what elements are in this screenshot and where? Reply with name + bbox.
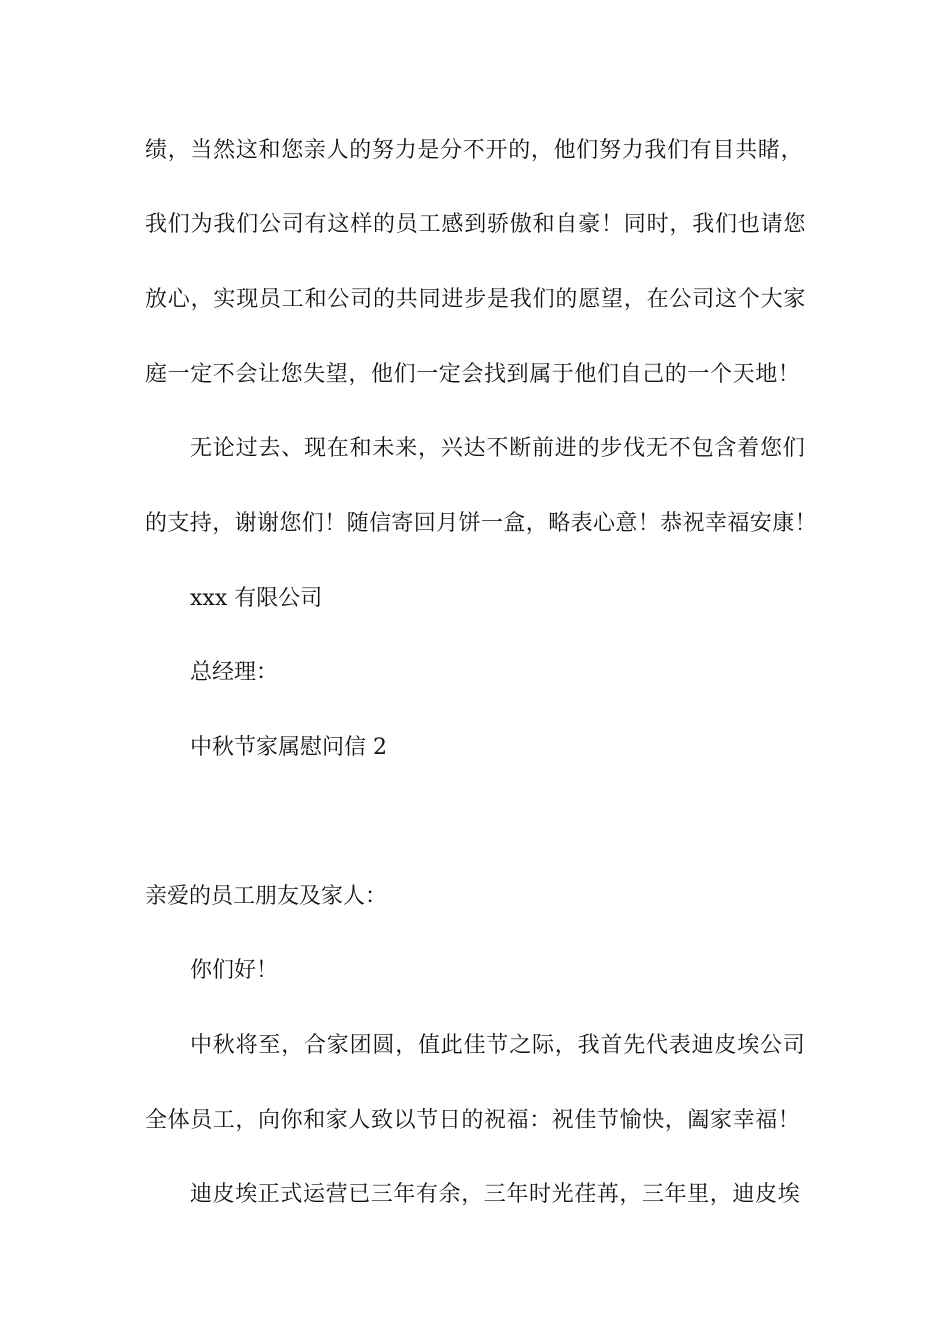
company-signature: xxx 有限公司 — [190, 586, 323, 611]
paragraph-line: 全体员工，向你和家人致以节日的祝福：祝佳节愉快，阖家幸福！ — [145, 1108, 801, 1133]
paragraph-line: 放心，实现员工和公司的共同进步是我们的愿望，在公司这个大家 — [145, 287, 807, 312]
greeting: 你们好！ — [190, 958, 279, 983]
paragraph-line: 无论过去、现在和未来，兴达不断前进的步伐无不包含着您们 — [190, 436, 806, 461]
paragraph-line: 中秋将至，合家团圆，值此佳节之际，我首先代表迪皮埃公司 — [190, 1033, 806, 1058]
signer-title: 总经理： — [190, 660, 279, 685]
paragraph-line: 迪皮埃正式运营已三年有余，三年时光荏苒，三年里，迪皮埃 — [190, 1182, 801, 1207]
paragraph-line: 的支持，谢谢您们！随信寄回月饼一盒，略表心意！恭祝幸福安康！ — [145, 511, 818, 536]
paragraph-line: 庭一定不会让您失望，他们一定会找到属于他们自己的一个天地！ — [145, 362, 801, 387]
salutation: 亲爱的员工朋友及家人： — [145, 884, 388, 909]
letter-heading: 中秋节家属慰问信 2 — [190, 735, 387, 760]
paragraph-line: 我们为我们公司有这样的员工感到骄傲和自豪！同时，我们也请您 — [145, 212, 807, 237]
paragraph-line: 绩，当然这和您亲人的努力是分不开的，他们努力我们有目共睹， — [145, 138, 804, 163]
